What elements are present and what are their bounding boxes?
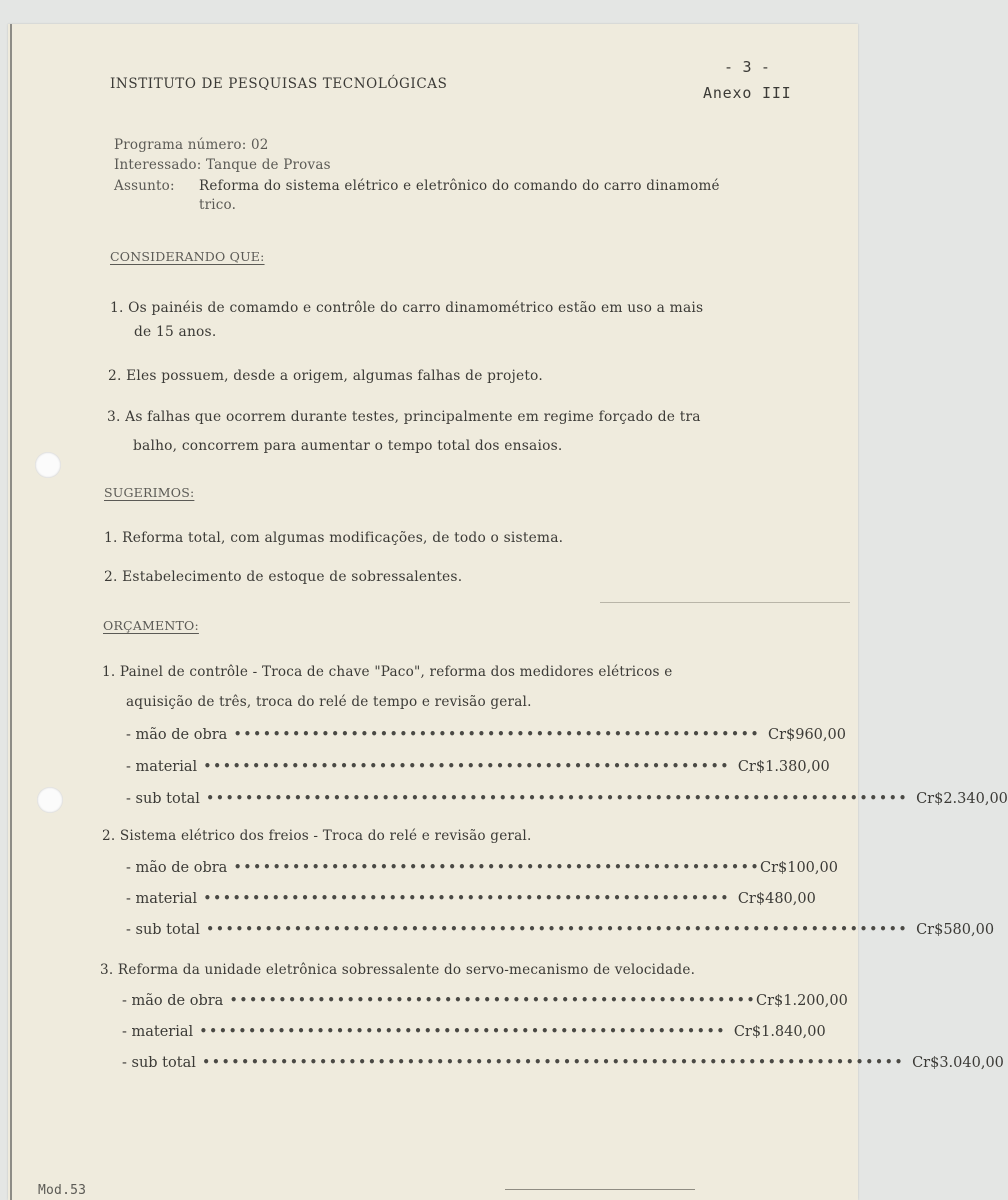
- subtotal-amount: 3.040,00: [939, 1055, 1004, 1071]
- budget-item-1-subtotal-row: [126, 791, 1008, 807]
- subtotal-label: - sub total: [126, 791, 200, 807]
- material-label: - material: [122, 1024, 194, 1040]
- interested-party: Interessado: Tanque de Provas: [114, 157, 331, 173]
- considerando-heading: CONSIDERANDO QUE:: [110, 249, 265, 264]
- punch-hole: [37, 787, 63, 813]
- currency: Cr$: [737, 759, 766, 775]
- budget-item-1-labor-row: [126, 727, 846, 743]
- material-amount: 1.840,00: [761, 1024, 826, 1040]
- labor-amount: 960,00: [795, 727, 846, 743]
- currency: Cr$: [916, 791, 944, 807]
- subtotal-label: - sub total: [126, 922, 200, 938]
- currency: Cr$: [767, 727, 796, 743]
- sugerimos-item-1: 1. Reforma total, com algumas modificações, de todo o sistema.: [104, 530, 564, 546]
- labor-amount: 1.200,00: [783, 993, 848, 1009]
- orcamento-heading: ORÇAMENTO:: [103, 618, 199, 633]
- budget-item-3-material-row: [122, 1024, 826, 1040]
- subject-line-2: trico.: [199, 197, 237, 213]
- currency: Cr$: [912, 1055, 940, 1071]
- footer-rule: [505, 1189, 695, 1190]
- subtotal-label: - sub total: [122, 1055, 196, 1071]
- budget-item-2-material-row: [126, 891, 816, 907]
- dot-leader: ••••••••••••••••••••••••••••••••••••••••••••••••••••••••••••••••••••••••: [201, 1055, 905, 1071]
- dot-leader: ••••••••••••••••••••••••••••••••••••••••••••••••••••••: [203, 759, 730, 775]
- considerando-item-1-line-1: 1. Os painéis de comamdo e contrôle do carro dinamométrico estão em uso a mais: [110, 300, 704, 316]
- subtotal-amount: 2.340,00: [943, 791, 1008, 807]
- budget-item-3-subtotal-row: [122, 1055, 1004, 1071]
- material-label: - material: [126, 891, 198, 907]
- dot-leader: ••••••••••••••••••••••••••••••••••••••••••••••••••••••••••••••••••••••••: [205, 922, 909, 938]
- currency: Cr$: [755, 993, 784, 1009]
- page-number: - 3 -: [724, 58, 771, 76]
- labor-label: - mão de obra: [126, 860, 228, 876]
- budget-item-3-labor-row: [122, 993, 848, 1009]
- budget-item-1-material-row: [126, 759, 830, 775]
- currency: Cr$: [916, 922, 944, 938]
- budget-item-3-line-1: 3. Reforma da unidade eletrônica sobressalente do servo-mecanismo de velocidade.: [100, 962, 696, 978]
- subtotal-amount: 580,00: [943, 922, 995, 938]
- dot-leader: ••••••••••••••••••••••••••••••••••••••••••••••••••••••: [203, 891, 730, 907]
- budget-item-2-line-1: 2. Sistema elétrico dos freios - Troca do relé e revisão geral.: [102, 828, 532, 844]
- budget-item-2-labor-row: [126, 860, 838, 876]
- page-edge: [10, 24, 12, 1200]
- considerando-item-3-line-1: 3. As falhas que ocorrem durante testes, principalmente em regime forçado de tra: [107, 409, 701, 425]
- budget-item-1-line-2: aquisição de três, troca do relé de tempo e revisão geral.: [126, 694, 532, 710]
- currency: Cr$: [733, 1024, 762, 1040]
- dot-leader: ••••••••••••••••••••••••••••••••••••••••••••••••••••••: [233, 860, 760, 876]
- dot-leader: ••••••••••••••••••••••••••••••••••••••••••••••••••••••: [199, 1024, 726, 1040]
- program-number: Programa número: 02: [114, 137, 269, 153]
- material-amount: 480,00: [765, 891, 816, 907]
- budget-item-1-line-1: 1. Painel de contrôle - Troca de chave "Paco", reforma dos medidores elétricos e: [102, 664, 673, 680]
- form-code: Mod.53: [38, 1183, 87, 1198]
- material-amount: 1.380,00: [765, 759, 830, 775]
- labor-label: - mão de obra: [126, 727, 228, 743]
- subject-line-1: Reforma do sistema elétrico e eletrônico do comando do carro dinamomé: [199, 178, 720, 194]
- institution-name: INSTITUTO DE PESQUISAS TECNOLÓGICAS: [110, 76, 448, 92]
- sugerimos-item-2: 2. Estabelecimento de estoque de sobressalentes.: [104, 569, 463, 585]
- material-label: - material: [126, 759, 198, 775]
- annex-label: Anexo III: [703, 84, 792, 102]
- sugerimos-heading: SUGERIMOS:: [104, 485, 195, 500]
- dot-leader: ••••••••••••••••••••••••••••••••••••••••••••••••••••••: [233, 727, 760, 743]
- currency: Cr$: [737, 891, 766, 907]
- dot-leader: ••••••••••••••••••••••••••••••••••••••••••••••••••••••••••••••••••••••••: [205, 791, 909, 807]
- budget-item-2-subtotal-row: [126, 922, 995, 938]
- considerando-item-2: 2. Eles possuem, desde a origem, algumas falhas de projeto.: [108, 368, 543, 384]
- considerando-item-1-line-2: de 15 anos.: [134, 324, 217, 340]
- stray-mark: [600, 602, 850, 603]
- labor-amount: 100,00: [787, 860, 838, 876]
- dot-leader: ••••••••••••••••••••••••••••••••••••••••••••••••••••••: [229, 993, 756, 1009]
- labor-label: - mão de obra: [122, 993, 224, 1009]
- punch-hole: [35, 452, 61, 478]
- subject-label: Assunto:: [114, 178, 175, 194]
- currency: Cr$: [759, 860, 788, 876]
- considerando-item-3-line-2: balho, concorrem para aumentar o tempo total dos ensaios.: [133, 438, 563, 454]
